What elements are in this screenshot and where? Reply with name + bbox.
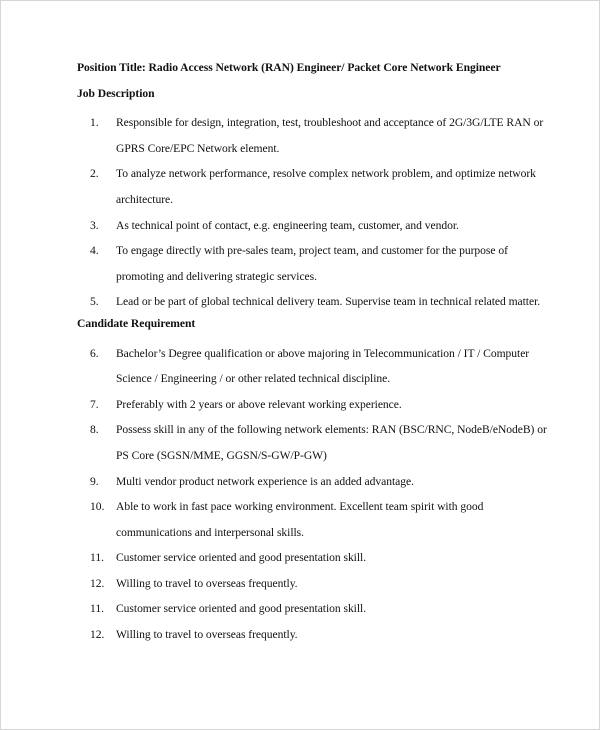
candidate-requirement-list — [77, 341, 557, 648]
list-number: 9. — [90, 474, 99, 488]
job-description-list — [77, 110, 557, 315]
list-text: Customer service oriented and good presentation skill. — [116, 602, 367, 616]
list-item — [77, 289, 557, 315]
list-number: 3. — [90, 218, 99, 232]
list-item — [77, 392, 557, 418]
list-item — [77, 417, 557, 468]
list-number: 11. — [90, 551, 104, 565]
list-text: Willing to travel to overseas frequently. — [116, 576, 298, 590]
list-text: Preferably with 2 years or above relevant working experience. — [116, 397, 402, 411]
list-text: Possess skill in any of the following network elements: RAN (BSC/RNC, NodeB/eNodeB) or PS Core (SGSN/MME, GGSN/S-GW/P-GW) — [116, 423, 547, 462]
list-text: Bachelor’s Degree qualification or above majoring in Telecommunication / IT / Computer Science / Engineering / or other related technical discipline. — [116, 346, 530, 386]
list-text: As technical point of contact, e.g. engineering team, customer, and vendor. — [116, 218, 459, 232]
list-text: Willing to travel to overseas frequently. — [116, 628, 298, 642]
list-item — [77, 571, 557, 597]
list-number: 4. — [90, 244, 99, 258]
list-text: To engage directly with pre-sales team, project team, and customer for the purpose of promoting and delivering strategic services. — [116, 244, 508, 283]
job-description-heading: Job Description — [77, 86, 155, 100]
list-item — [77, 596, 557, 622]
list-number: 11. — [90, 602, 104, 616]
list-text: Able to work in fast pace working environment. Excellent team spirit with good communications and interpersonal skills. — [116, 500, 484, 539]
list-number: 1. — [90, 116, 99, 130]
list-text: Multi vendor product network experience is an added advantage. — [116, 474, 414, 488]
list-item — [77, 494, 557, 545]
list-number: 8. — [90, 423, 99, 437]
list-number: 5. — [90, 295, 99, 309]
document-body — [77, 59, 557, 648]
list-text: To analyze network performance, resolve complex network problem, and optimize network architecture. — [116, 167, 536, 206]
list-item — [77, 213, 557, 239]
list-item — [77, 238, 557, 289]
list-text: Lead or be part of global technical delivery team. Supervise team in technical related matter. — [116, 295, 541, 309]
list-number: 7. — [90, 397, 99, 411]
list-item — [77, 545, 557, 571]
list-number: 12. — [90, 628, 105, 642]
list-number: 12. — [90, 576, 105, 590]
list-number: 6. — [90, 346, 99, 360]
list-item — [77, 161, 557, 212]
list-text: Responsible for design, integration, test, troubleshoot and acceptance of 2G/3G/LTE RAN or GPRS Core/EPC Network element. — [116, 116, 544, 155]
list-item — [77, 341, 557, 392]
position-title: Position Title: Radio Access Network (RAN) Engineer/ Packet Core Network Engineer — [77, 61, 501, 74]
list-item — [77, 110, 557, 161]
candidate-requirement-heading: Candidate Requirement — [77, 316, 196, 330]
list-text: Customer service oriented and good presentation skill. — [116, 551, 367, 565]
list-number: 2. — [90, 167, 99, 181]
list-item — [77, 469, 557, 495]
list-item — [77, 622, 557, 648]
list-number: 10. — [90, 500, 105, 514]
